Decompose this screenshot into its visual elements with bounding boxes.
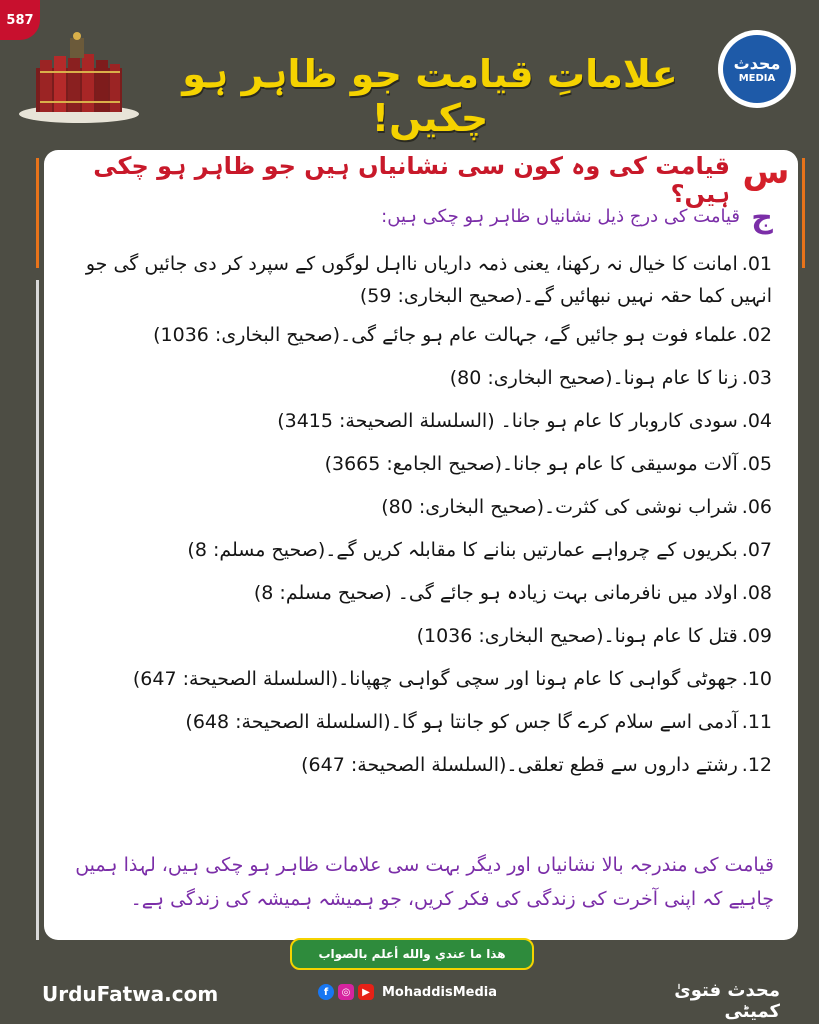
mohaddis-logo <box>718 30 796 108</box>
page-number-badge: 587 <box>0 0 40 40</box>
website-link[interactable]: UrduFatwa.com <box>42 982 219 1006</box>
item-number: 12. <box>741 754 772 776</box>
social-links <box>318 984 497 1000</box>
facebook-icon[interactable]: f <box>318 984 334 1000</box>
youtube-icon[interactable]: ▶ <box>358 984 374 1000</box>
committee-name: محدث فتویٰ کمیٹی <box>674 980 780 1022</box>
page-title: علاماتِ قیامت جو ظاہر ہو چکیں! <box>182 52 678 140</box>
item-number: 04. <box>741 410 772 432</box>
item-number: 11. <box>741 711 772 733</box>
item-text: قتل کا عام ہونا۔(صحیح البخاری: 1036) <box>416 625 738 647</box>
item-text: بکریوں کے چرواہے عمارتیں بنانے کا مقابلہ کریں گے۔(صحیح مسلم: 8) <box>187 539 738 561</box>
item-text: زنا کا عام ہونا۔(صحیح البخاری: 80) <box>449 367 738 389</box>
item-number: 08. <box>741 582 772 604</box>
answer-label: ج <box>751 200 773 235</box>
item-number: 03. <box>741 367 772 389</box>
item-text: آلات موسیقی کا عام ہو جانا۔(صحيح الجامع: 3665) <box>324 453 738 475</box>
item-number: 05. <box>741 453 772 475</box>
item-text: امانت کا خیال نہ رکھنا، یعنی ذمہ داریاں نااہل لوگوں کے سپرد کر دی جائیں گی جو انہیں کما حقہ نہیں نبھائیں گے۔(صحیح البخاری: 59) <box>85 253 772 307</box>
item-number: 07. <box>741 539 772 561</box>
answer-intro: قیامت کی درج ذیل نشانیاں ظاہر ہو چکی ہیں: <box>381 206 740 227</box>
sign-off-badge: هذا ما عندي والله أعلم بالصواب <box>290 938 534 970</box>
list-item <box>60 709 772 735</box>
item-number: 01. <box>741 253 772 275</box>
list-item <box>60 623 772 649</box>
signs-list <box>60 248 772 795</box>
item-number: 02. <box>741 324 772 346</box>
item-text: سودی کاروبار کا عام ہو جانا۔ (السلسلة الصحيحة: 3415) <box>277 410 738 432</box>
item-number: 06. <box>741 496 772 518</box>
item-number: 09. <box>741 625 772 647</box>
item-text: آدمی اسے سلام کرے گا جس کو جانتا ہو گا۔(السلسلة الصحيحة: 648) <box>185 711 738 733</box>
question-text: قیامت کی وہ کون سی نشانیاں ہیں جو ظاہر ہو چکی ہیں؟ <box>93 152 730 208</box>
accent-bar-left <box>36 158 39 268</box>
instagram-icon[interactable]: ◎ <box>338 984 354 1000</box>
books-illustration <box>14 28 144 126</box>
item-number: 10. <box>741 668 772 690</box>
list-item <box>60 537 772 563</box>
social-handle[interactable]: MohaddisMedia <box>382 984 497 1000</box>
conclusion-text: قیامت کی مندرجہ بالا نشانیاں اور دیگر بہت سی علامات ظاہر ہو چکی ہیں، لہذا ہمیں چاہیے کہ اپنی آخرت کی زندگی کی فکر کریں، جو ہمیشہ ہمیشہ کی زندگی ہے۔ <box>75 854 774 910</box>
list-item <box>60 365 772 391</box>
divider-bar-left <box>36 280 39 940</box>
item-text: رشتے داروں سے قطع تعلقی۔(السلسلة الصحيحة: 647) <box>301 754 738 776</box>
list-item <box>60 580 772 606</box>
list-item <box>60 494 772 520</box>
list-item <box>60 248 772 312</box>
item-text: اولاد میں نافرمانی بہت زیادہ ہو جائے گی۔ (صحیح مسلم: 8) <box>253 582 738 604</box>
list-item <box>60 752 772 778</box>
logo-text: محدث <box>733 54 781 73</box>
accent-bar-right <box>802 158 805 268</box>
question-label: س <box>742 152 790 192</box>
item-text: جھوٹی گواہی کا عام ہونا اور سچی گواہی چھپانا۔(السلسلة الصحيحة: 647) <box>132 668 738 690</box>
item-text: شراب نوشی کی کثرت۔(صحیح البخاری: 80) <box>381 496 738 518</box>
list-item <box>60 451 772 477</box>
list-item <box>60 322 772 348</box>
item-text: علماء فوت ہو جائیں گے، جہالت عام ہو جائے گی۔(صحیح البخاری: 1036) <box>153 324 738 346</box>
list-item <box>60 408 772 434</box>
list-item <box>60 666 772 692</box>
logo-subtext: MEDIA <box>738 73 776 84</box>
